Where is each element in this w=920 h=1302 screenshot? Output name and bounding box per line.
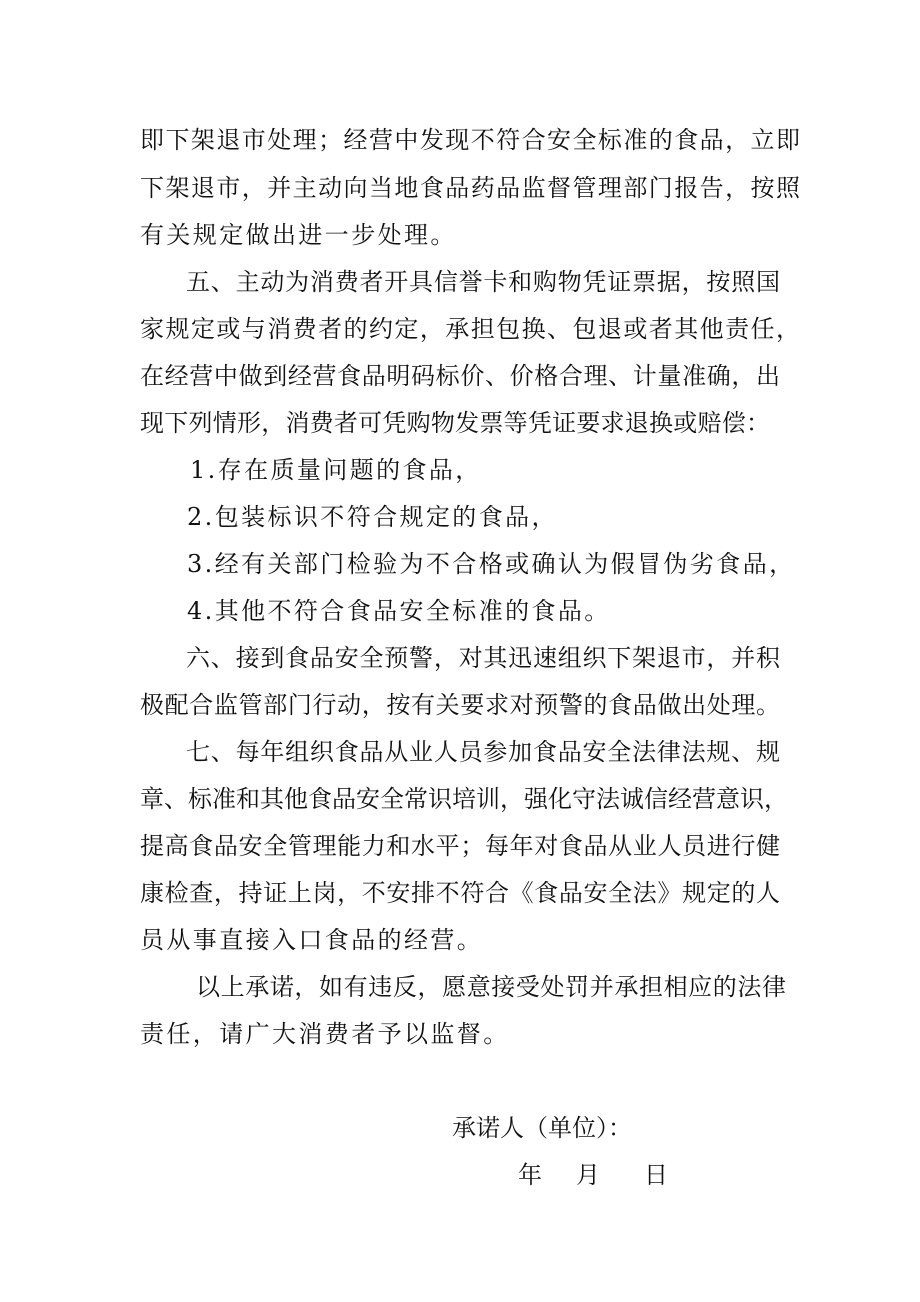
paragraph-line: 在经营中做到经营食品明码标价、价格合理、计量准确，出 bbox=[140, 362, 780, 390]
date-month-label: 月 bbox=[576, 1161, 600, 1189]
paragraph-line: 章、标准和其他食品安全常识培训，强化守法诚信经营意识， bbox=[140, 785, 788, 813]
paragraph-line: 责任，请广大消费者予以监督。 bbox=[140, 1020, 510, 1048]
paragraph-line: 提高食品安全管理能力和水平；每年对食品从业人员进行健 bbox=[140, 832, 780, 860]
paragraph-line: 员从事直接入口食品的经营。 bbox=[140, 926, 484, 954]
paragraph-line: 七、每年组织食品从业人员参加食品安全法律法规、规 bbox=[186, 738, 780, 766]
list-item: 3.经有关部门检验为不合格或确认为假冒伪劣食品， bbox=[187, 550, 796, 578]
paragraph-line: 现下列情形，消费者可凭购物发票等凭证要求退换或赔偿： bbox=[140, 409, 770, 437]
paragraph-line: 下架退市，并主动向当地食品药品监督管理部门报告，按照 bbox=[140, 174, 800, 202]
promisor-label: 承诺人（单位）： bbox=[452, 1114, 632, 1142]
date-year-label: 年 bbox=[518, 1161, 542, 1189]
paragraph-line: 有关规定做出进一步处理。 bbox=[140, 221, 457, 249]
paragraph-line: 即下架退市处理；经营中发现不符合安全标准的食品，立即 bbox=[140, 126, 800, 154]
paragraph-line: 家规定或与消费者的约定，承担包换、包退或者其他责任， bbox=[140, 315, 800, 343]
date-day-label: 日 bbox=[644, 1161, 668, 1189]
list-item: 2.包装标识不符合规定的食品， bbox=[187, 503, 558, 531]
paragraph-line: 六、接到食品安全预警，对其迅速组织下架退市，并积 bbox=[186, 644, 780, 672]
list-item: 4.其他不符合食品安全标准的食品。 bbox=[187, 597, 611, 625]
paragraph-line: 康检查，持证上岗，不安排不符合《食品安全法》规定的人 bbox=[140, 879, 780, 907]
paragraph-line: 以上承诺，如有违反，愿意接受处罚并承担相应的法律 bbox=[196, 973, 786, 1001]
paragraph-line: 极配合监管部门行动，按有关要求对预警的食品做出处理。 bbox=[140, 691, 780, 719]
list-item: 1.存在质量问题的食品， bbox=[190, 456, 482, 484]
paragraph-line: 五、主动为消费者开具信誉卡和购物凭证票据，按照国 bbox=[186, 268, 780, 296]
